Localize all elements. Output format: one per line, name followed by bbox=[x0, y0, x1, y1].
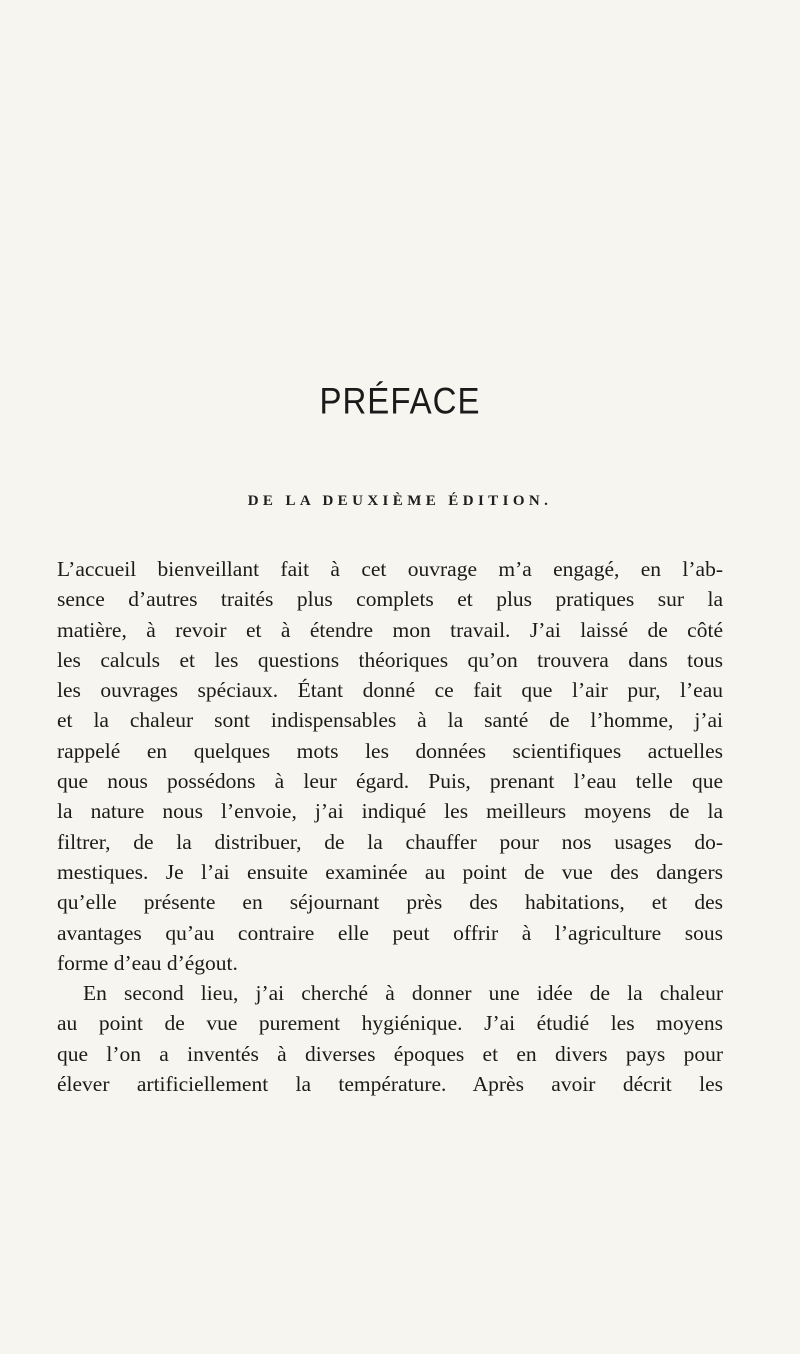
text-line: mestiques. Je l’ai ensuite examinée au point de vue des dangers bbox=[57, 859, 723, 884]
text-line: rappelé en quelques mots les données scientifiques actuelles bbox=[57, 738, 723, 763]
text-line: les calculs et les questions théoriques qu’on trouvera dans tous bbox=[57, 647, 723, 672]
text-line: que nous possédons à leur égard. Puis, prenant l’eau telle que bbox=[57, 769, 723, 794]
text-line: élever artificiellement la température. Après avoir décrit les bbox=[57, 1072, 723, 1097]
text-line: au point de vue purement hygiénique. J’ai étudié les moyens bbox=[57, 1011, 723, 1036]
text-line: En second lieu, j’ai cherché à donner une idée de la chaleur bbox=[83, 981, 723, 1006]
text-line: filtrer, de la distribuer, de la chauffer pour nos usages do- bbox=[57, 829, 723, 854]
page-title: PRÉFACE bbox=[319, 379, 481, 422]
text-line: et la chaleur sont indispensables à la santé de l’homme, j’ai bbox=[57, 708, 723, 733]
text-line: qu’elle présente en séjournant près des habitations, et des bbox=[57, 890, 723, 915]
body-text bbox=[57, 554, 723, 1099]
text-line: les ouvrages spéciaux. Étant donné ce fait que l’air pur, l’eau bbox=[57, 678, 723, 703]
text-line: avantages qu’au contraire elle peut offrir à l’agriculture sous bbox=[57, 920, 723, 945]
text-line: que l’on a inventés à diverses époques et en divers pays pour bbox=[57, 1041, 723, 1066]
text-line: la nature nous l’envoie, j’ai indiqué les meilleurs moyens de la bbox=[57, 799, 723, 824]
text-line: forme d’eau d’égout. bbox=[57, 950, 238, 975]
text-line: matière, à revoir et à étendre mon travail. J’ai laissé de côté bbox=[57, 617, 723, 642]
text-line: L’accueil bienveillant fait à cet ouvrage m’a engagé, en l’ab- bbox=[57, 557, 723, 581]
text-line: sence d’autres traités plus complets et plus pratiques sur la bbox=[57, 587, 723, 612]
page-subtitle: DE LA DEUXIÈME ÉDITION. bbox=[247, 493, 553, 509]
